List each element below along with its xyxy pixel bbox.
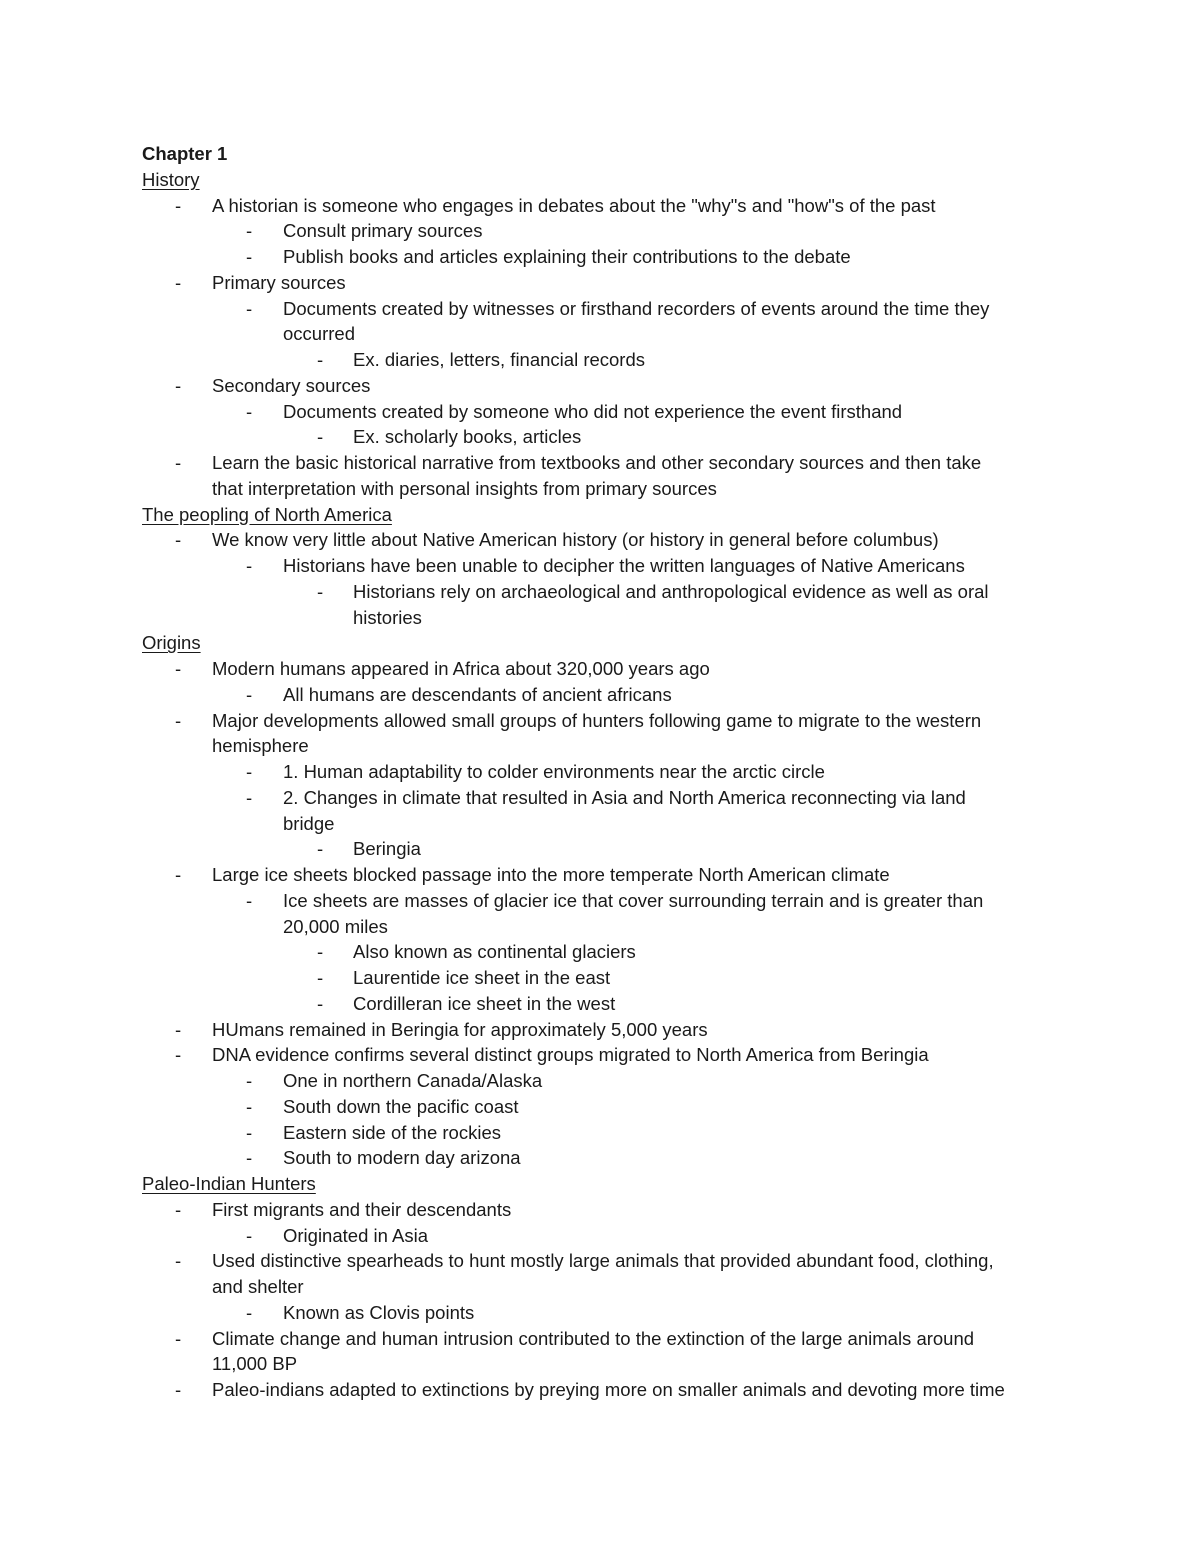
bullet-text: 20,000 miles <box>283 915 388 937</box>
bullet-item <box>142 888 1062 914</box>
bullet-dash-icon: - <box>246 889 253 911</box>
bullet-text: Historians have been unable to decipher the written languages of Native Americans <box>283 555 965 576</box>
bullet-dash-icon: - <box>246 400 253 422</box>
bullet-text: bridge <box>283 812 335 834</box>
bullet-item <box>142 836 1062 862</box>
bullet-dash-icon: - <box>246 1147 253 1169</box>
bullet-dash-icon: - <box>246 761 253 782</box>
bullet-item <box>142 1197 1062 1223</box>
bullet-text: A historian is someone who engages in debates about the "why"s and "how"s of the past <box>212 194 936 216</box>
bullet-text: and shelter <box>212 1276 304 1297</box>
bullet-text: Primary sources <box>212 271 346 293</box>
bullet-text: DNA evidence confirms several distinct groups migrated to North America from Beringia <box>212 1044 929 1066</box>
bullet-continuation <box>142 605 1062 631</box>
bullet-item <box>142 939 1062 965</box>
bullet-item <box>142 656 1062 682</box>
bullet-dash-icon: - <box>317 941 324 963</box>
bullet-text: hemisphere <box>212 735 309 757</box>
bullet-item <box>142 862 1062 888</box>
bullet-continuation <box>142 914 1062 940</box>
bullet-text: Beringia <box>353 838 421 860</box>
bullet-text: Laurentide ice sheet in the east <box>353 967 611 988</box>
bullet-item <box>142 1094 1062 1120</box>
bullet-text: All humans are descendants of ancient africans <box>283 683 672 705</box>
section-heading: History <box>142 168 200 190</box>
bullet-dash-icon: - <box>317 580 324 602</box>
bullet-dash-icon: - <box>246 786 253 808</box>
bullet-dash-icon: - <box>246 1095 253 1117</box>
bullet-continuation <box>142 321 1062 347</box>
bullet-dash-icon: - <box>175 374 182 396</box>
bullet-dash-icon: - <box>317 967 324 988</box>
bullet-item <box>142 682 1062 708</box>
bullet-text: Secondary sources <box>212 374 371 396</box>
bullet-text: Cordilleran ice sheet in the west <box>353 992 616 1014</box>
bullet-text: One in northern Canada/Alaska <box>283 1070 543 1091</box>
bullet-item <box>142 759 1062 785</box>
bullet-text: South down the pacific coast <box>283 1095 519 1117</box>
bullet-continuation <box>142 733 1062 759</box>
bullet-text: Known as Clovis points <box>283 1301 475 1323</box>
document-body <box>142 141 1062 1403</box>
bullet-item <box>142 244 1062 270</box>
bullet-dash-icon: - <box>246 683 253 705</box>
bullet-item <box>142 708 1062 734</box>
bullet-text: Climate change and human intrusion contributed to the extinction of the large animals around <box>212 1327 975 1349</box>
bullet-text: South to modern day arizona <box>283 1147 521 1169</box>
bullet-dash-icon: - <box>175 1018 182 1040</box>
bullet-text: We know very little about Native American history (or history in general before columbus) <box>212 529 939 551</box>
bullet-item <box>142 1223 1062 1249</box>
bullet-dash-icon: - <box>317 992 324 1014</box>
bullet-item <box>142 1017 1062 1043</box>
bullet-dash-icon: - <box>175 1327 182 1349</box>
bullet-item <box>142 270 1062 296</box>
bullet-text: Ex. diaries, letters, financial records <box>353 349 646 370</box>
bullet-text: Documents created by witnesses or firsthand recorders of events around the time they <box>283 297 990 319</box>
bullet-text: First migrants and their descendants <box>212 1198 512 1220</box>
bullet-dash-icon: - <box>175 1379 182 1400</box>
chapter-title: Chapter 1 <box>142 143 228 164</box>
bullet-dash-icon: - <box>175 529 182 551</box>
bullet-text: Major developments allowed small groups of hunters following game to migrate to the western <box>212 709 982 731</box>
bullet-text: Eastern side of the rockies <box>283 1121 501 1143</box>
bullet-item <box>142 1326 1062 1352</box>
bullet-text: HUmans remained in Beringia for approximately 5,000 years <box>212 1018 708 1040</box>
bullet-item <box>142 991 1062 1017</box>
bullet-dash-icon: - <box>175 1198 182 1220</box>
bullet-dash-icon: - <box>246 297 253 319</box>
section-heading: Paleo-Indian Hunters <box>142 1173 316 1194</box>
bullet-text: histories <box>353 606 422 628</box>
bullet-dash-icon: - <box>175 709 182 731</box>
bullet-dash-icon: - <box>175 1044 182 1066</box>
bullet-item <box>142 347 1062 373</box>
bullet-continuation <box>142 1274 1062 1300</box>
bullet-dash-icon: - <box>246 1070 253 1091</box>
bullet-item <box>142 965 1062 991</box>
bullet-text: 11,000 BP <box>212 1353 298 1375</box>
section-heading: The peopling of North America <box>142 503 392 525</box>
bullet-text: occurred <box>283 323 355 345</box>
bullet-text: 1. Human adaptability to colder environments near the arctic circle <box>283 761 825 782</box>
bullet-text: that interpretation with personal insights from primary sources <box>212 477 717 499</box>
bullet-item <box>142 1300 1062 1326</box>
bullet-continuation <box>142 811 1062 837</box>
bullet-item <box>142 1120 1062 1146</box>
bullet-dash-icon: - <box>175 864 182 885</box>
bullet-dash-icon: - <box>246 1301 253 1323</box>
bullet-item <box>142 579 1062 605</box>
bullet-item <box>142 450 1062 476</box>
bullet-text: Historians rely on archaeological and anthropological evidence as well as oral <box>353 580 989 602</box>
bullet-dash-icon: - <box>175 194 182 216</box>
bullet-item <box>142 424 1062 450</box>
bullet-text: Ice sheets are masses of glacier ice that cover surrounding terrain and is greater than <box>283 889 984 911</box>
bullet-dash-icon: - <box>175 1250 182 1272</box>
bullet-dash-icon: - <box>246 246 253 267</box>
bullet-text: Ex. scholarly books, articles <box>353 426 582 448</box>
bullet-dash-icon: - <box>246 1224 253 1246</box>
section-heading: Origins <box>142 632 201 654</box>
bullet-text: Large ice sheets blocked passage into the more temperate North American climate <box>212 864 890 885</box>
bullet-item <box>142 1145 1062 1171</box>
bullet-item <box>142 296 1062 322</box>
bullet-dash-icon: - <box>246 555 253 576</box>
bullet-dash-icon: - <box>246 1121 253 1143</box>
bullet-dash-icon: - <box>175 452 182 473</box>
bullet-item <box>142 1042 1062 1068</box>
bullet-item <box>142 527 1062 553</box>
bullet-dash-icon: - <box>317 426 324 448</box>
bullet-item <box>142 1068 1062 1094</box>
bullet-dash-icon: - <box>317 838 324 860</box>
bullet-text: Paleo-indians adapted to extinctions by preying more on smaller animals and devoting more time <box>212 1379 1005 1400</box>
bullet-dash-icon: - <box>246 220 253 242</box>
bullet-text: Originated in Asia <box>283 1224 429 1246</box>
bullet-text: 2. Changes in climate that resulted in Asia and North America reconnecting via land <box>283 786 966 808</box>
bullet-text: Consult primary sources <box>283 220 483 242</box>
bullet-dash-icon: - <box>175 271 182 293</box>
bullet-continuation <box>142 1351 1062 1377</box>
bullet-item <box>142 373 1062 399</box>
bullet-item <box>142 553 1062 579</box>
bullet-text: Used distinctive spearheads to hunt mostly large animals that provided abundant food, clothing, <box>212 1250 994 1272</box>
bullet-continuation <box>142 476 1062 502</box>
bullet-dash-icon: - <box>317 349 324 370</box>
bullet-item <box>142 399 1062 425</box>
bullet-text: Also known as continental glaciers <box>353 941 636 963</box>
bullet-item <box>142 193 1062 219</box>
bullet-item <box>142 1377 1062 1403</box>
bullet-text: Publish books and articles explaining their contributions to the debate <box>283 246 851 267</box>
bullet-item <box>142 218 1062 244</box>
bullet-dash-icon: - <box>175 658 182 679</box>
bullet-text: Modern humans appeared in Africa about 320,000 years ago <box>212 658 710 679</box>
bullet-item <box>142 785 1062 811</box>
bullet-text: Learn the basic historical narrative from textbooks and other secondary sources and then take <box>212 452 982 473</box>
bullet-item <box>142 1248 1062 1274</box>
bullet-text: Documents created by someone who did not experience the event firsthand <box>283 400 903 422</box>
